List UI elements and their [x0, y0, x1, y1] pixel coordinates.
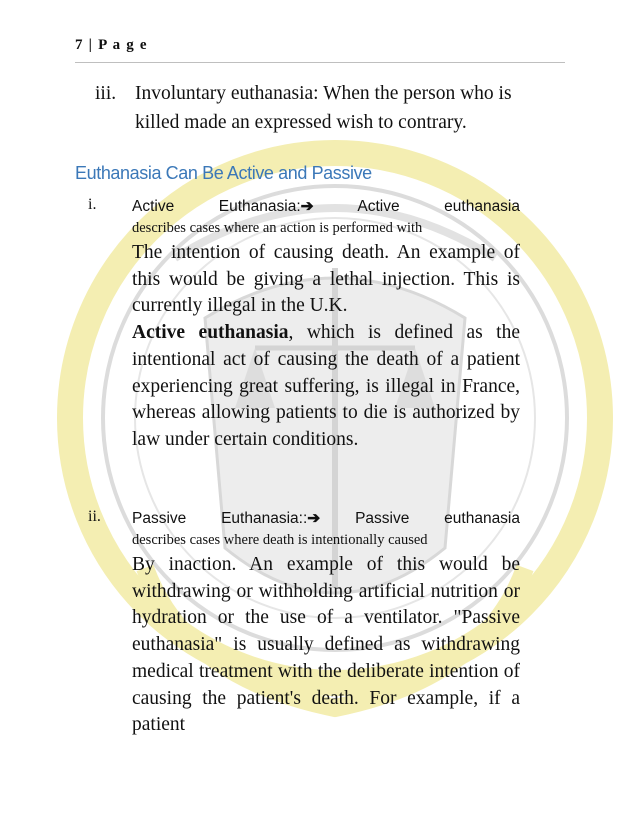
item-intro-tail: Passive euthanasia: [355, 510, 520, 527]
item-intro-tail: Active euthanasia: [357, 198, 520, 215]
item-description: describes cases where an action is performed with: [132, 220, 423, 236]
item-intro: [132, 196, 520, 218]
page-header: 7 | P a g e: [75, 37, 565, 63]
list-item-passive: [88, 508, 520, 739]
paragraph-rest: , which is defined as the intentional act of causing the death of a patient experiencing great suffering, is illegal in France, whereas allowing patients to die is authorized by law under certain conditions.: [132, 322, 520, 450]
paragraph: The intention of causing death. An example of this would be giving a lethal injection. This is currently illegal in the U.K.: [132, 242, 520, 317]
item-description: describes cases where death is intentionally caused: [132, 532, 428, 548]
paragraph: [132, 320, 520, 454]
list-number: i.: [88, 196, 97, 213]
item-title: Active Euthanasia:: [132, 198, 301, 215]
arrow-right-icon: ➔: [300, 198, 314, 215]
list-item-active: [88, 196, 520, 454]
bold-term: Active euthanasia: [132, 322, 289, 344]
paragraph: By inaction. An example of this would be withdrawing or withholding artificial nutrition or hydration or the use of a ventilator. "Passive euthanasia" is usually defined as withdrawing medical treatment with the deliberate intention of causing the patient's death. For example, if a patient: [132, 554, 520, 736]
arrow-right-icon: ➔: [307, 510, 321, 527]
section-heading: Euthanasia Can Be Active and Passive: [75, 163, 372, 183]
list-item-text: Involuntary euthanasia: When the person who is killed made an expressed wish to contrary.: [135, 83, 512, 133]
list-number: ii.: [88, 508, 101, 525]
item-intro: [132, 508, 520, 530]
list-number: iii.: [95, 83, 117, 104]
list-item-iii: [95, 79, 555, 137]
item-title: Passive Euthanasia::: [132, 510, 308, 527]
